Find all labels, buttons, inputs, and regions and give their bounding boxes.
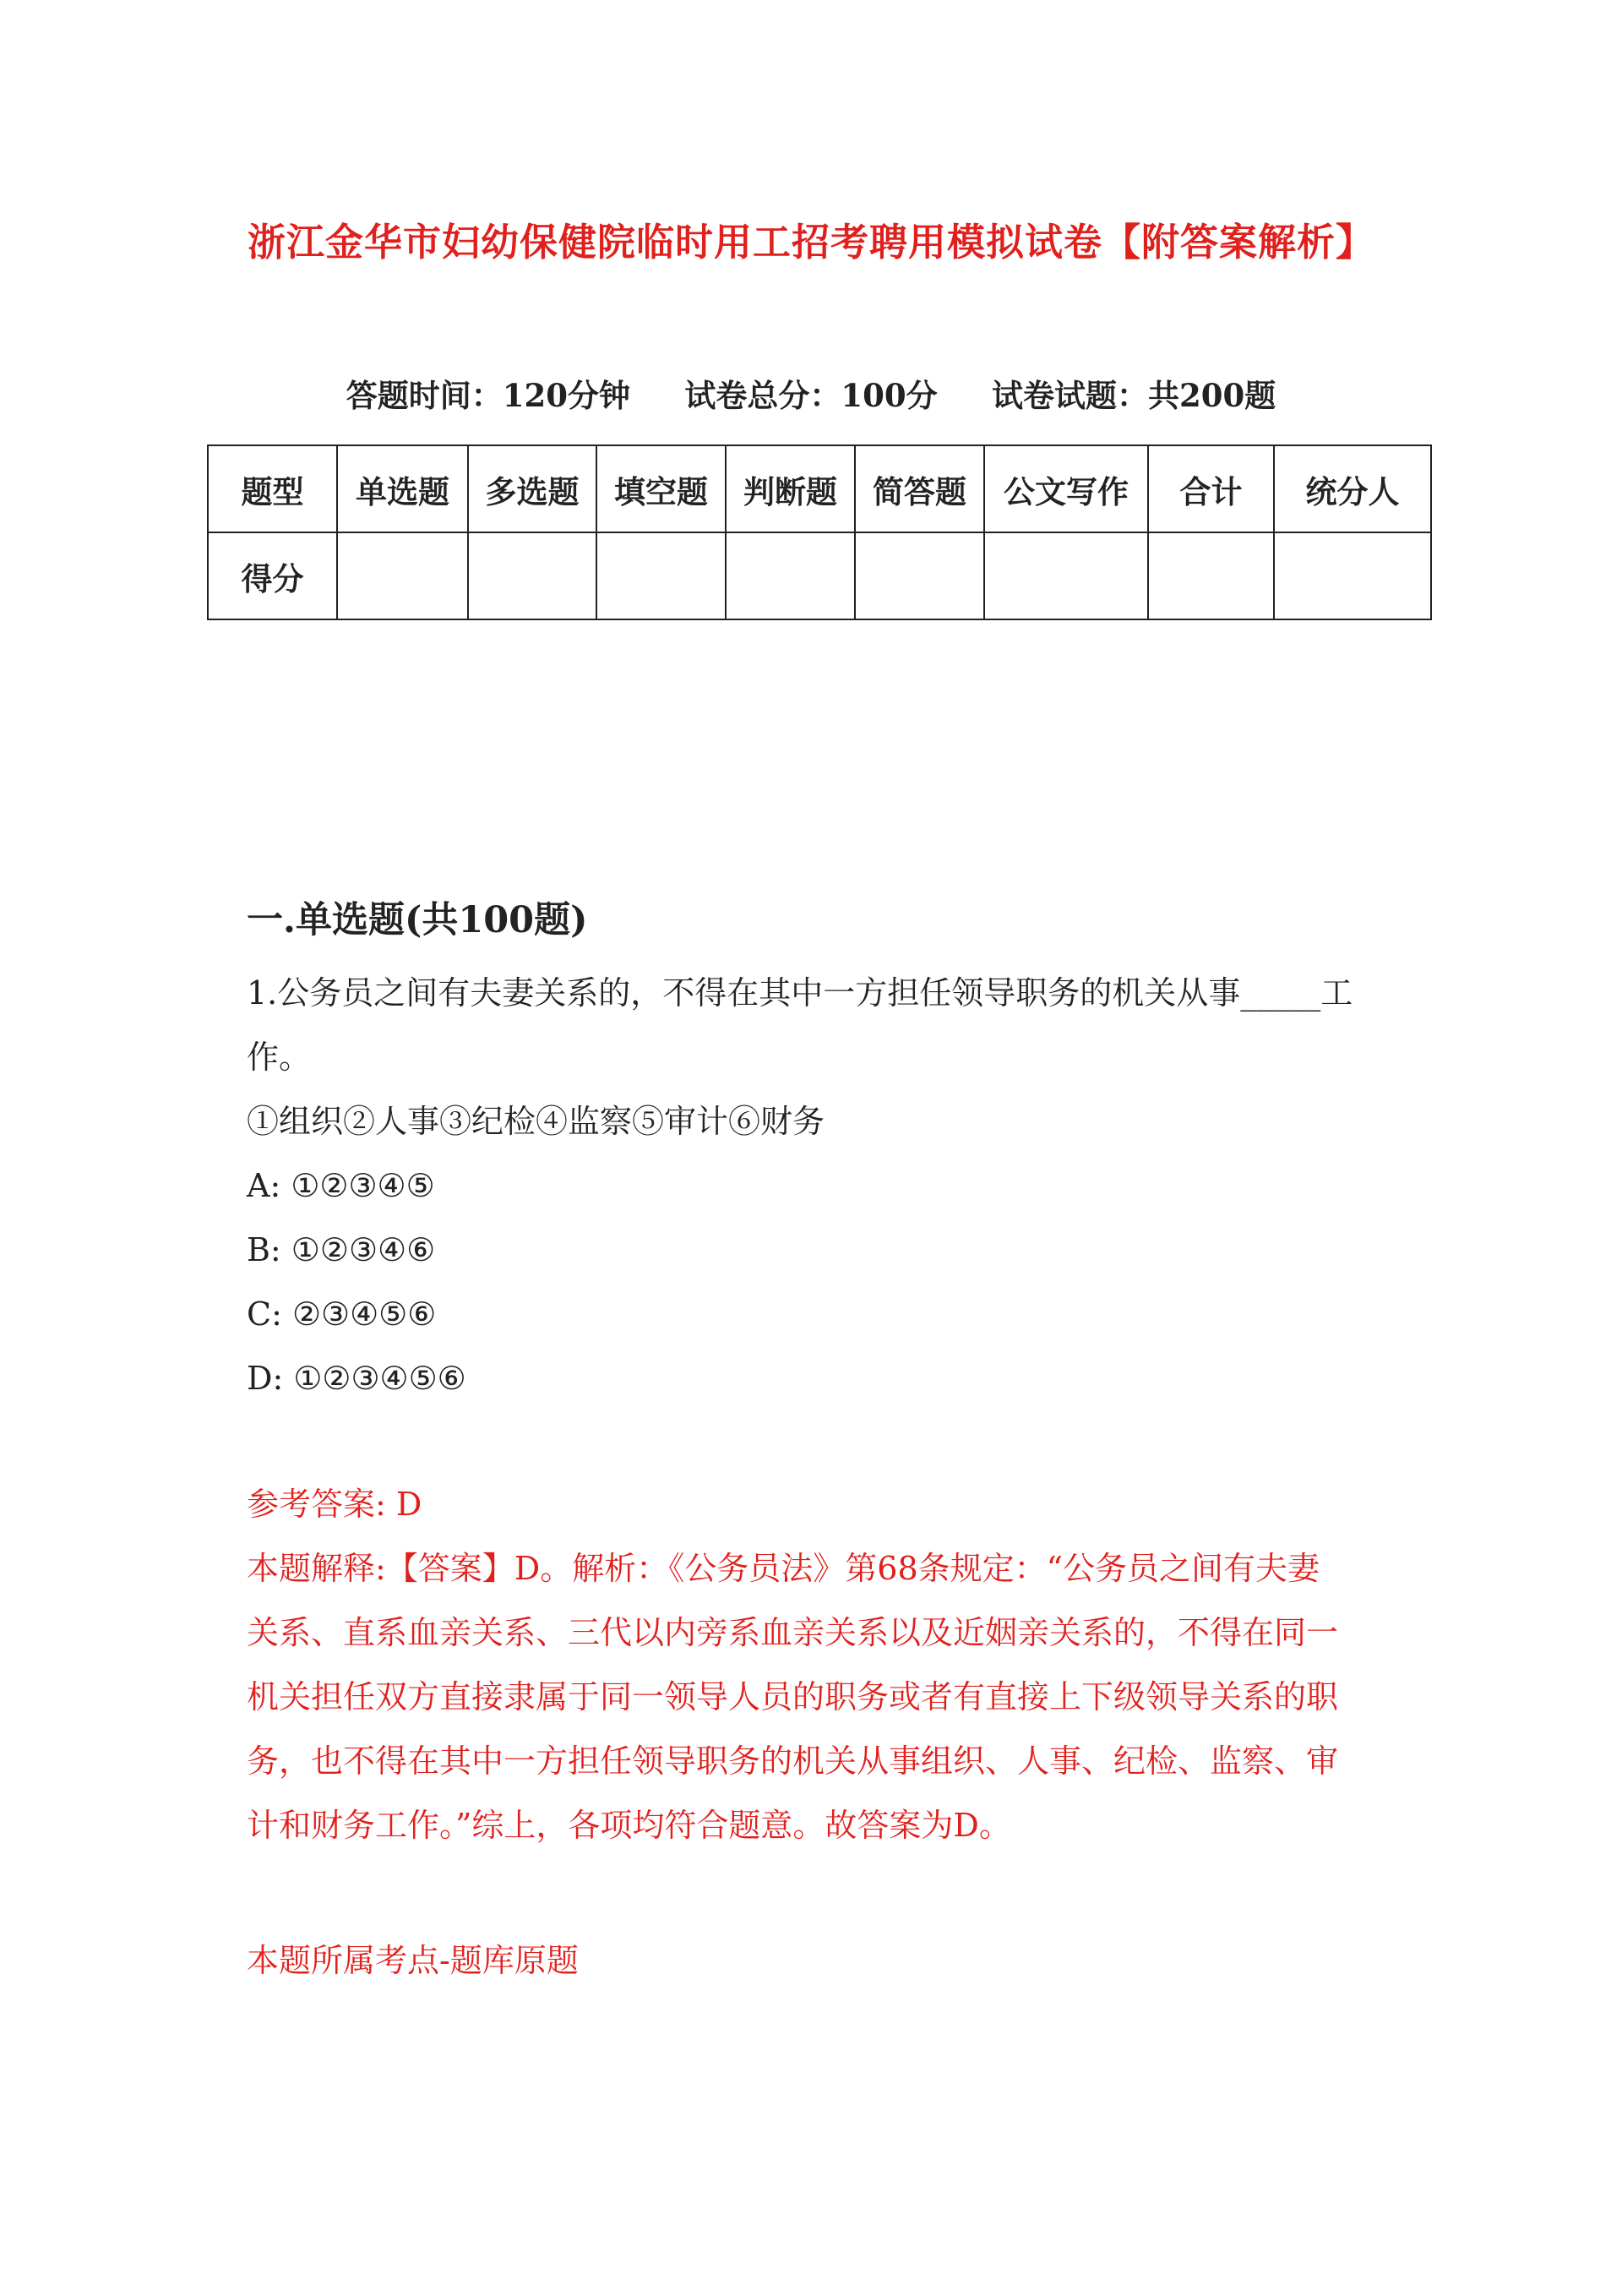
score-table-header: 多选题 (468, 445, 596, 532)
section-heading: 一.单选题(共100题) (247, 899, 588, 941)
score-cell (468, 532, 596, 619)
score-table-header: 判断题 (726, 445, 855, 532)
answer-block (247, 1472, 1387, 1857)
score-cell (1148, 532, 1274, 619)
score-cell (984, 532, 1148, 619)
option-a: A: ①②③④⑤ (247, 1167, 435, 1204)
score-table-header: 统分人 (1274, 445, 1431, 532)
question-1 (247, 961, 1387, 1410)
score-table-score-row (208, 532, 1431, 619)
page-title: 浙江金华市妇幼保健院临时用工招考聘用模拟试卷【附答案解析】 (247, 220, 1374, 265)
option-d: D: ①②③④⑤⑥ (247, 1360, 466, 1397)
score-row-label: 得分 (208, 532, 337, 619)
explanation-line: 务，也不得在其中一方担任领导职务的机关从事组织、人事、纪检、监察、审 (247, 1742, 1339, 1780)
option-c: C: ②③④⑤⑥ (247, 1295, 437, 1333)
score-table-header: 填空题 (596, 445, 726, 532)
explanation-line: 计和财务工作。”综上，各项均符合题意。故答案为D。 (247, 1807, 1011, 1844)
score-cell (726, 532, 855, 619)
topic-note: 本题所属考点-题库原题 (247, 1942, 579, 1979)
score-table-header: 合计 (1148, 445, 1274, 532)
score-cell (596, 532, 726, 619)
question-stem: 1.公务员之间有夫妻关系的，不得在其中一方担任领导职务的机关从事_____工 (247, 974, 1353, 1012)
score-table (207, 444, 1432, 620)
explanation-line: 机关担任双方直接隶属于同一领导人员的职务或者有直接上下级领导关系的职 (247, 1678, 1339, 1715)
score-cell (855, 532, 984, 619)
exam-info: 答题时间：120分钟 试卷总分：100分 试卷试题：共200题 (346, 377, 1276, 414)
reference-answer: 参考答案: D (247, 1486, 422, 1523)
score-table-header: 公文写作 (984, 445, 1148, 532)
score-table-header: 题型 (208, 445, 337, 532)
explanation-line: 关系、直系血亲关系、三代以内旁系血亲关系以及近姻亲关系的，不得在同一 (247, 1614, 1339, 1651)
score-cell (337, 532, 468, 619)
score-table-header: 简答题 (855, 445, 984, 532)
score-cell (1274, 532, 1431, 619)
question-stem-cont: 作。 (247, 1039, 312, 1076)
question-items: ①组织②人事③纪检④监察⑤审计⑥财务 (247, 1103, 825, 1140)
option-b: B: ①②③④⑥ (247, 1231, 436, 1268)
explanation-line: 本题解释:【答案】D。解析：《公务员法》第68条规定：“公务员之间有夫妻 (247, 1550, 1320, 1587)
score-table-header-row (208, 445, 1431, 532)
score-table-header: 单选题 (337, 445, 468, 532)
